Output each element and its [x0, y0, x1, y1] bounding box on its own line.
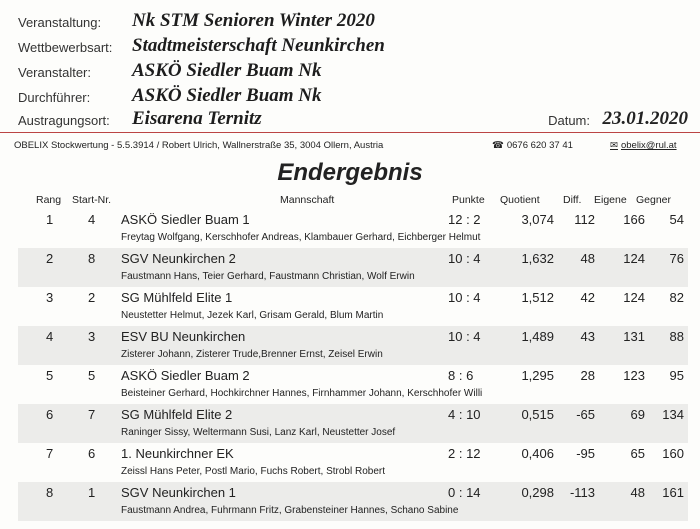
cell-players: Neustetter Helmut, Jezek Karl, Grisam Gerald, Blum Martin — [121, 310, 384, 321]
cell-team: ASKÖ Siedler Buam 2 — [121, 368, 250, 383]
email-link[interactable] — [610, 140, 677, 151]
cell-rang: 4 — [46, 329, 54, 344]
cell-diff: 43 — [580, 329, 595, 344]
cell-rang: 6 — [46, 407, 54, 422]
cell-diff: 48 — [580, 251, 595, 266]
cell-quotient: 3,074 — [521, 212, 554, 227]
cell-gegner: 160 — [662, 446, 684, 461]
cell-punkte: 4 : 10 — [448, 407, 481, 422]
info-row-veranstaltung — [0, 10, 700, 34]
table-row — [18, 443, 688, 482]
page-title: Endergebnis — [277, 159, 423, 186]
cell-players: Faustmann Andrea, Fuhrmann Fritz, Grabensteiner Hannes, Schano Sabine — [121, 505, 459, 516]
table-row — [18, 365, 688, 404]
info-value: ASKÖ Siedler Buam Nk — [132, 60, 322, 81]
info-value: ASKÖ Siedler Buam Nk — [132, 85, 322, 106]
cell-punkte: 2 : 12 — [448, 446, 481, 461]
cell-quotient: 1,632 — [521, 251, 554, 266]
cell-team: 1. Neunkirchner EK — [121, 446, 234, 461]
email-text: obelix@rul.at — [620, 140, 677, 151]
table-row — [18, 482, 688, 521]
header-start: Start-Nr. — [72, 194, 112, 206]
cell-rang: 1 — [46, 212, 54, 227]
cell-start: 3 — [88, 329, 96, 344]
cell-team: ASKÖ Siedler Buam 1 — [121, 212, 250, 227]
cell-eigene: 65 — [630, 446, 645, 461]
cell-eigene: 124 — [623, 251, 645, 266]
cell-eigene: 48 — [630, 485, 645, 500]
phone-number — [492, 140, 573, 151]
cell-gegner: 134 — [662, 407, 684, 422]
cell-rang: 7 — [46, 446, 54, 461]
cell-start: 7 — [88, 407, 96, 422]
cell-quotient: 0,406 — [521, 446, 554, 461]
cell-start: 1 — [88, 485, 96, 500]
info-label: Veranstalter: — [18, 65, 91, 80]
cell-gegner: 82 — [669, 290, 684, 305]
info-value: Eisarena Ternitz — [132, 108, 262, 129]
header-gegner: Gegner — [636, 194, 672, 206]
info-row-veranstalter — [0, 60, 700, 84]
cell-punkte: 12 : 2 — [448, 212, 481, 227]
cell-eigene: 69 — [630, 407, 645, 422]
cell-players: Zeissl Hans Peter, Postl Mario, Fuchs Robert, Strobl Robert — [121, 466, 385, 477]
cell-rang: 5 — [46, 368, 54, 383]
cell-quotient: 1,489 — [521, 329, 554, 344]
cell-gegner: 54 — [669, 212, 684, 227]
phone-icon: ☎ — [492, 140, 504, 151]
cell-diff: -95 — [576, 446, 595, 461]
cell-start: 4 — [88, 212, 96, 227]
info-label: Durchführer: — [18, 90, 91, 105]
table-row — [18, 248, 688, 287]
mail-icon: ✉ — [610, 140, 618, 151]
table-header — [0, 194, 700, 208]
table-row — [18, 209, 688, 248]
cell-diff: 28 — [580, 368, 595, 383]
cell-rang: 8 — [46, 485, 54, 500]
cell-players: Zisterer Johann, Zisterer Trude,Brenner Ernst, Zeisel Erwin — [121, 349, 383, 360]
software-line — [0, 138, 700, 154]
info-row-durchfuehrer — [0, 85, 700, 109]
cell-punkte: 8 : 6 — [448, 368, 474, 383]
info-row-wettbewerbsart — [0, 35, 700, 59]
cell-team: SGV Neunkirchen 2 — [121, 251, 236, 266]
cell-punkte: 10 : 4 — [448, 251, 481, 266]
cell-punkte: 10 : 4 — [448, 290, 481, 305]
cell-punkte: 0 : 14 — [448, 485, 481, 500]
cell-players: Beisteiner Gerhard, Hochkirchner Hannes, Firnhammer Johann, Kerschhofer Willi — [121, 388, 483, 399]
info-value: Nk STM Senioren Winter 2020 — [132, 10, 375, 31]
cell-team: SG Mühlfeld Elite 2 — [121, 407, 233, 422]
header-rang: Rang — [36, 194, 62, 206]
cell-gegner: 161 — [662, 485, 684, 500]
cell-team: SG Mühlfeld Elite 1 — [121, 290, 233, 305]
header-quotient: Quotient — [500, 194, 540, 206]
header-diff: Diff. — [563, 194, 582, 206]
cell-start: 5 — [88, 368, 96, 383]
cell-players: Freytag Wolfgang, Kerschhofer Andreas, Klambauer Gerhard, Eichberger Helmut — [121, 232, 481, 243]
cell-gegner: 88 — [669, 329, 684, 344]
cell-eigene: 131 — [623, 329, 645, 344]
phone-text: 0676 620 37 41 — [506, 140, 573, 151]
cell-team: ESV BU Neunkirchen — [121, 329, 246, 344]
cell-rang: 3 — [46, 290, 54, 305]
cell-players: Raninger Sissy, Weltermann Susi, Lanz Karl, Neustetter Josef — [121, 427, 396, 438]
header-team: Mannschaft — [280, 194, 335, 206]
cell-punkte: 10 : 4 — [448, 329, 481, 344]
cell-gegner: 76 — [669, 251, 684, 266]
table-row — [18, 287, 688, 326]
info-value: Stadtmeisterschaft Neunkirchen — [132, 35, 385, 56]
header-punkte: Punkte — [452, 194, 485, 206]
cell-start: 8 — [88, 251, 96, 266]
cell-quotient: 1,512 — [521, 290, 554, 305]
info-label: Wettbewerbsart: — [18, 40, 113, 55]
datum-value: 23.01.2020 — [602, 108, 688, 129]
datum-label: Datum: — [548, 113, 590, 128]
cell-rang: 2 — [46, 251, 54, 266]
cell-diff: -65 — [576, 407, 595, 422]
cell-diff: 112 — [574, 212, 595, 227]
cell-eigene: 124 — [623, 290, 645, 305]
software-credit: OBELIX Stockwertung - 5.5.3914 / Robert Ulrich, Wallnerstraße 35, 3004 Ollern, Austria — [14, 140, 384, 151]
header-eigene: Eigene — [594, 194, 627, 206]
cell-quotient: 1,295 — [521, 368, 554, 383]
cell-gegner: 95 — [669, 368, 684, 383]
table-row — [18, 326, 688, 365]
table-row — [18, 404, 688, 443]
cell-eigene: 123 — [623, 368, 645, 383]
info-label: Veranstaltung: — [18, 15, 102, 30]
cell-eigene: 166 — [623, 212, 645, 227]
cell-diff: 42 — [580, 290, 595, 305]
cell-quotient: 0,515 — [521, 407, 554, 422]
cell-diff: -113 — [569, 485, 595, 500]
info-row-austragungsort — [0, 108, 700, 133]
cell-team: SGV Neunkirchen 1 — [121, 485, 236, 500]
info-label: Austragungsort: — [18, 113, 110, 128]
cell-quotient: 0,298 — [521, 485, 554, 500]
cell-start: 2 — [88, 290, 96, 305]
cell-start: 6 — [88, 446, 96, 461]
cell-players: Faustmann Hans, Teier Gerhard, Faustmann Christian, Wolf Erwin — [121, 271, 415, 282]
